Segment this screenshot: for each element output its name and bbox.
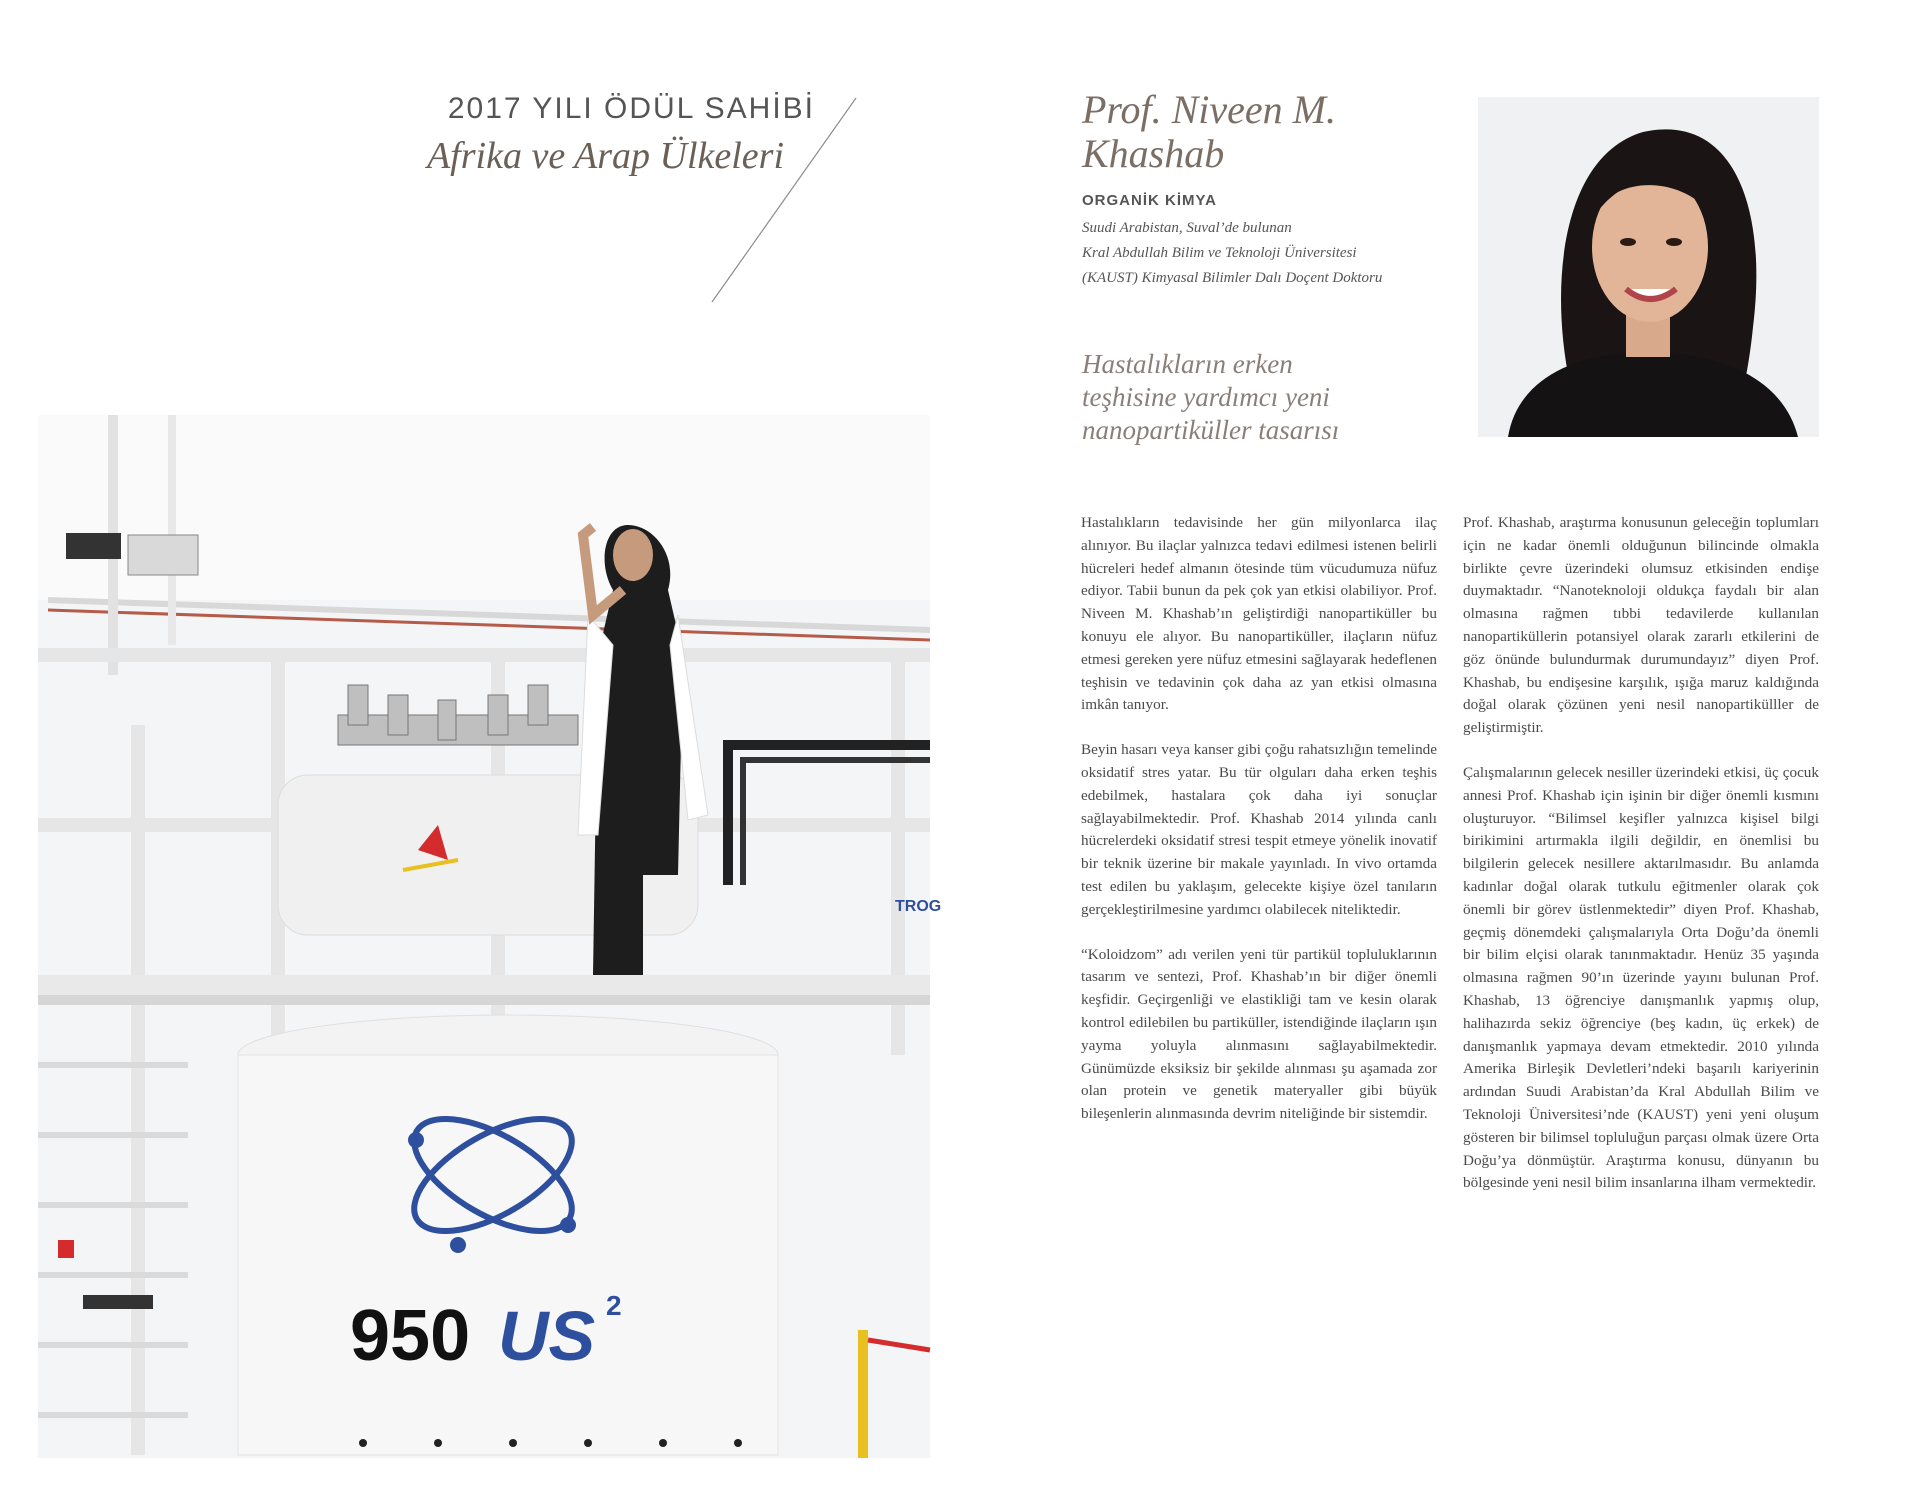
machine-brand-label: US [498,1297,596,1375]
award-region-heading: Afrika ve Arap Ülkeleri [426,135,784,177]
body-paragraph: Beyin hasarı veya kanser gibi çoğu rahatsızlığın temelinde oksidatif stres yatar. Bu tür olguları daha erken teşhis edebilmek, hastalara çok daha iyi sonuçlar sağlayabilmektedir. Prof. Khashab 2014 yılında canlı hücrelerdeki oksidatif stresi tespit etmeye yönelik inovatif bir teknik üzerine bir makale yayınladı. In vivo ortamda test edilen bu yaklaşım, gelecekte kişiye özel tanıların gerçekleştirilmesine yardımcı olabilecek niteliktedir. [1081,741,1437,918]
body-paragraph: Çalışmalarının gelecek nesiller üzerindeki etkisi, üç çocuk annesi Prof. Khashab için işinin bir diğer önemli kısmını oluşturuyor. “Bilimsel keşifler yalnızca kişisel bilgi birikimini artırmakla ilgili değildir, en önemlisi bu bilgilerin gelecek nesillere aktarılmasıdır. Bu anlamda kadınlar doğal olarak tutkulu eğitmenler olarak çok önemli bir görev üstlenmektedir” diyen Prof. Khashab, geçmiş dönemdeki çalışmalarıyla Orta Doğu’da önemli bir bilim elçisi olarak tanınmaktadır. Henüz 35 yaşında olmasına rağmen 90’ın üzerinde yayını bulunan Prof. Khashab, 13 öğrenciye danışmanlık yapmış olup, halihazırda sekiz öğrenciye (beş kadın, üç erkek) de danışmanlık yapmaya devam etmektedir. 2010 yılında Amerika Birleşik Devletleri’ndeki başarılı kariyerinin ardından Suudi Arabistan’da Kral Abdullah Bilim ve Teknoloji Üniversitesi’nde (KAUST) yeni yeni oluşum gösteren bir bilimsel topluluğun parçası olmak üzere Orta Doğu’ya dönmüştür. Araştırma konusu, dünyanın bu bölgesinde yeni nesil bilim insanlarına ilham vermektedir. [1463,763,1819,1192]
affiliation-line: (KAUST) Kimyasal Bilimler Dalı Doçent Doktoru [1082,270,1383,286]
affiliation-line: Kral Abdullah Bilim ve Teknoloji Üniversitesi [1082,245,1357,261]
research-subtitle [1082,348,1402,447]
subtitle-line: Hastalıkların erken [1082,349,1293,379]
affiliation [1082,216,1462,291]
lab-photo [38,415,942,1458]
tank-side-text: TROG [895,898,942,915]
laureate-name-line2: Khashab [1082,131,1225,176]
diagonal-divider-line [700,96,860,306]
body-paragraph: Prof. Khashab, araştırma konusunun geleceğin toplumları için ne kadar önemli olduğunun bilincinde olmakla birlikte çevre üzerindeki olumsuz etkisinden endişe duymaktadır. “Nanoteknoloji oldukça faydalı bir alan olmasına rağmen tıbbi tedavilerde kullanılan nanopartiküllerin potansiyel olarak zararlı etkilerini de göz önünde bulundurmak durumundayız” diyen Prof. Khashab, bu endişesine karşılık, ışığa maruz kaldığında doğal olarak çözünen yeni nesil nanopartikülller de geliştirmiştir. [1463,514,1819,737]
affiliation-line: Suudi Arabistan, Suval’de bulunan [1082,220,1292,236]
body-paragraph: Hastalıkların tedavisinde her gün milyonlarca ilaç alınıyor. Bu ilaçlar yalnızca tedavi edilmesi istenen belirli hücreleri hedef almanın ötesinde tüm vücudumuza nüfuz ediyor. Tabii bunun da pek çok yan etkisi olabiliyor. Prof. Niveen M. Khashab’ın geliştirdiği nanopartiküller bu konuyu ele alıyor. Bu nanopartiküller, ilaçların nüfuz etmesi gereken yere nüfuz etmesini sağlayarak hedeflenen teşhisin ve tedavinin çok daha az yan etkisi olmasına imkân tanıyor. [1081,514,1437,714]
laureate-name [1082,88,1502,176]
body-paragraph: “Koloidzom” adı verilen yeni tür partikül topluluklarının tasarım ve sentezi, Prof. Khashab’ın bir diğer önemli keşfidir. Geçirgenliği ve elastikliği tam ve kesin olarak kontrol edilebilen bu partiküller, istendiğinde ilaçların ışın yayma yoluyla alınmasını sağlayabilmektedir. Günümüzde eksiksiz bir şekilde alınması şu aşamada zor olan protein ve genetik materyaller gibi büyük bileşenlerin alınmasında devrim niteliğinde bir sistemdir. [1081,945,1437,1123]
subtitle-line: nanopartiküller tasarısı [1082,415,1340,445]
research-field: ORGANİK KİMYA [1082,192,1217,209]
subtitle-line: teşhisine yardımcı yeni [1082,382,1330,412]
laureate-name-line1: Prof. Niveen M. [1082,87,1337,132]
portrait-photo [1478,97,1819,437]
machine-number-label: 950 [350,1296,471,1376]
body-column-left [1081,512,1437,1148]
body-column-right [1463,512,1819,1217]
machine-exponent-label: 2 [606,1290,622,1321]
award-year-heading: 2017 YILI ÖDÜL SAHİBİ [447,92,815,125]
